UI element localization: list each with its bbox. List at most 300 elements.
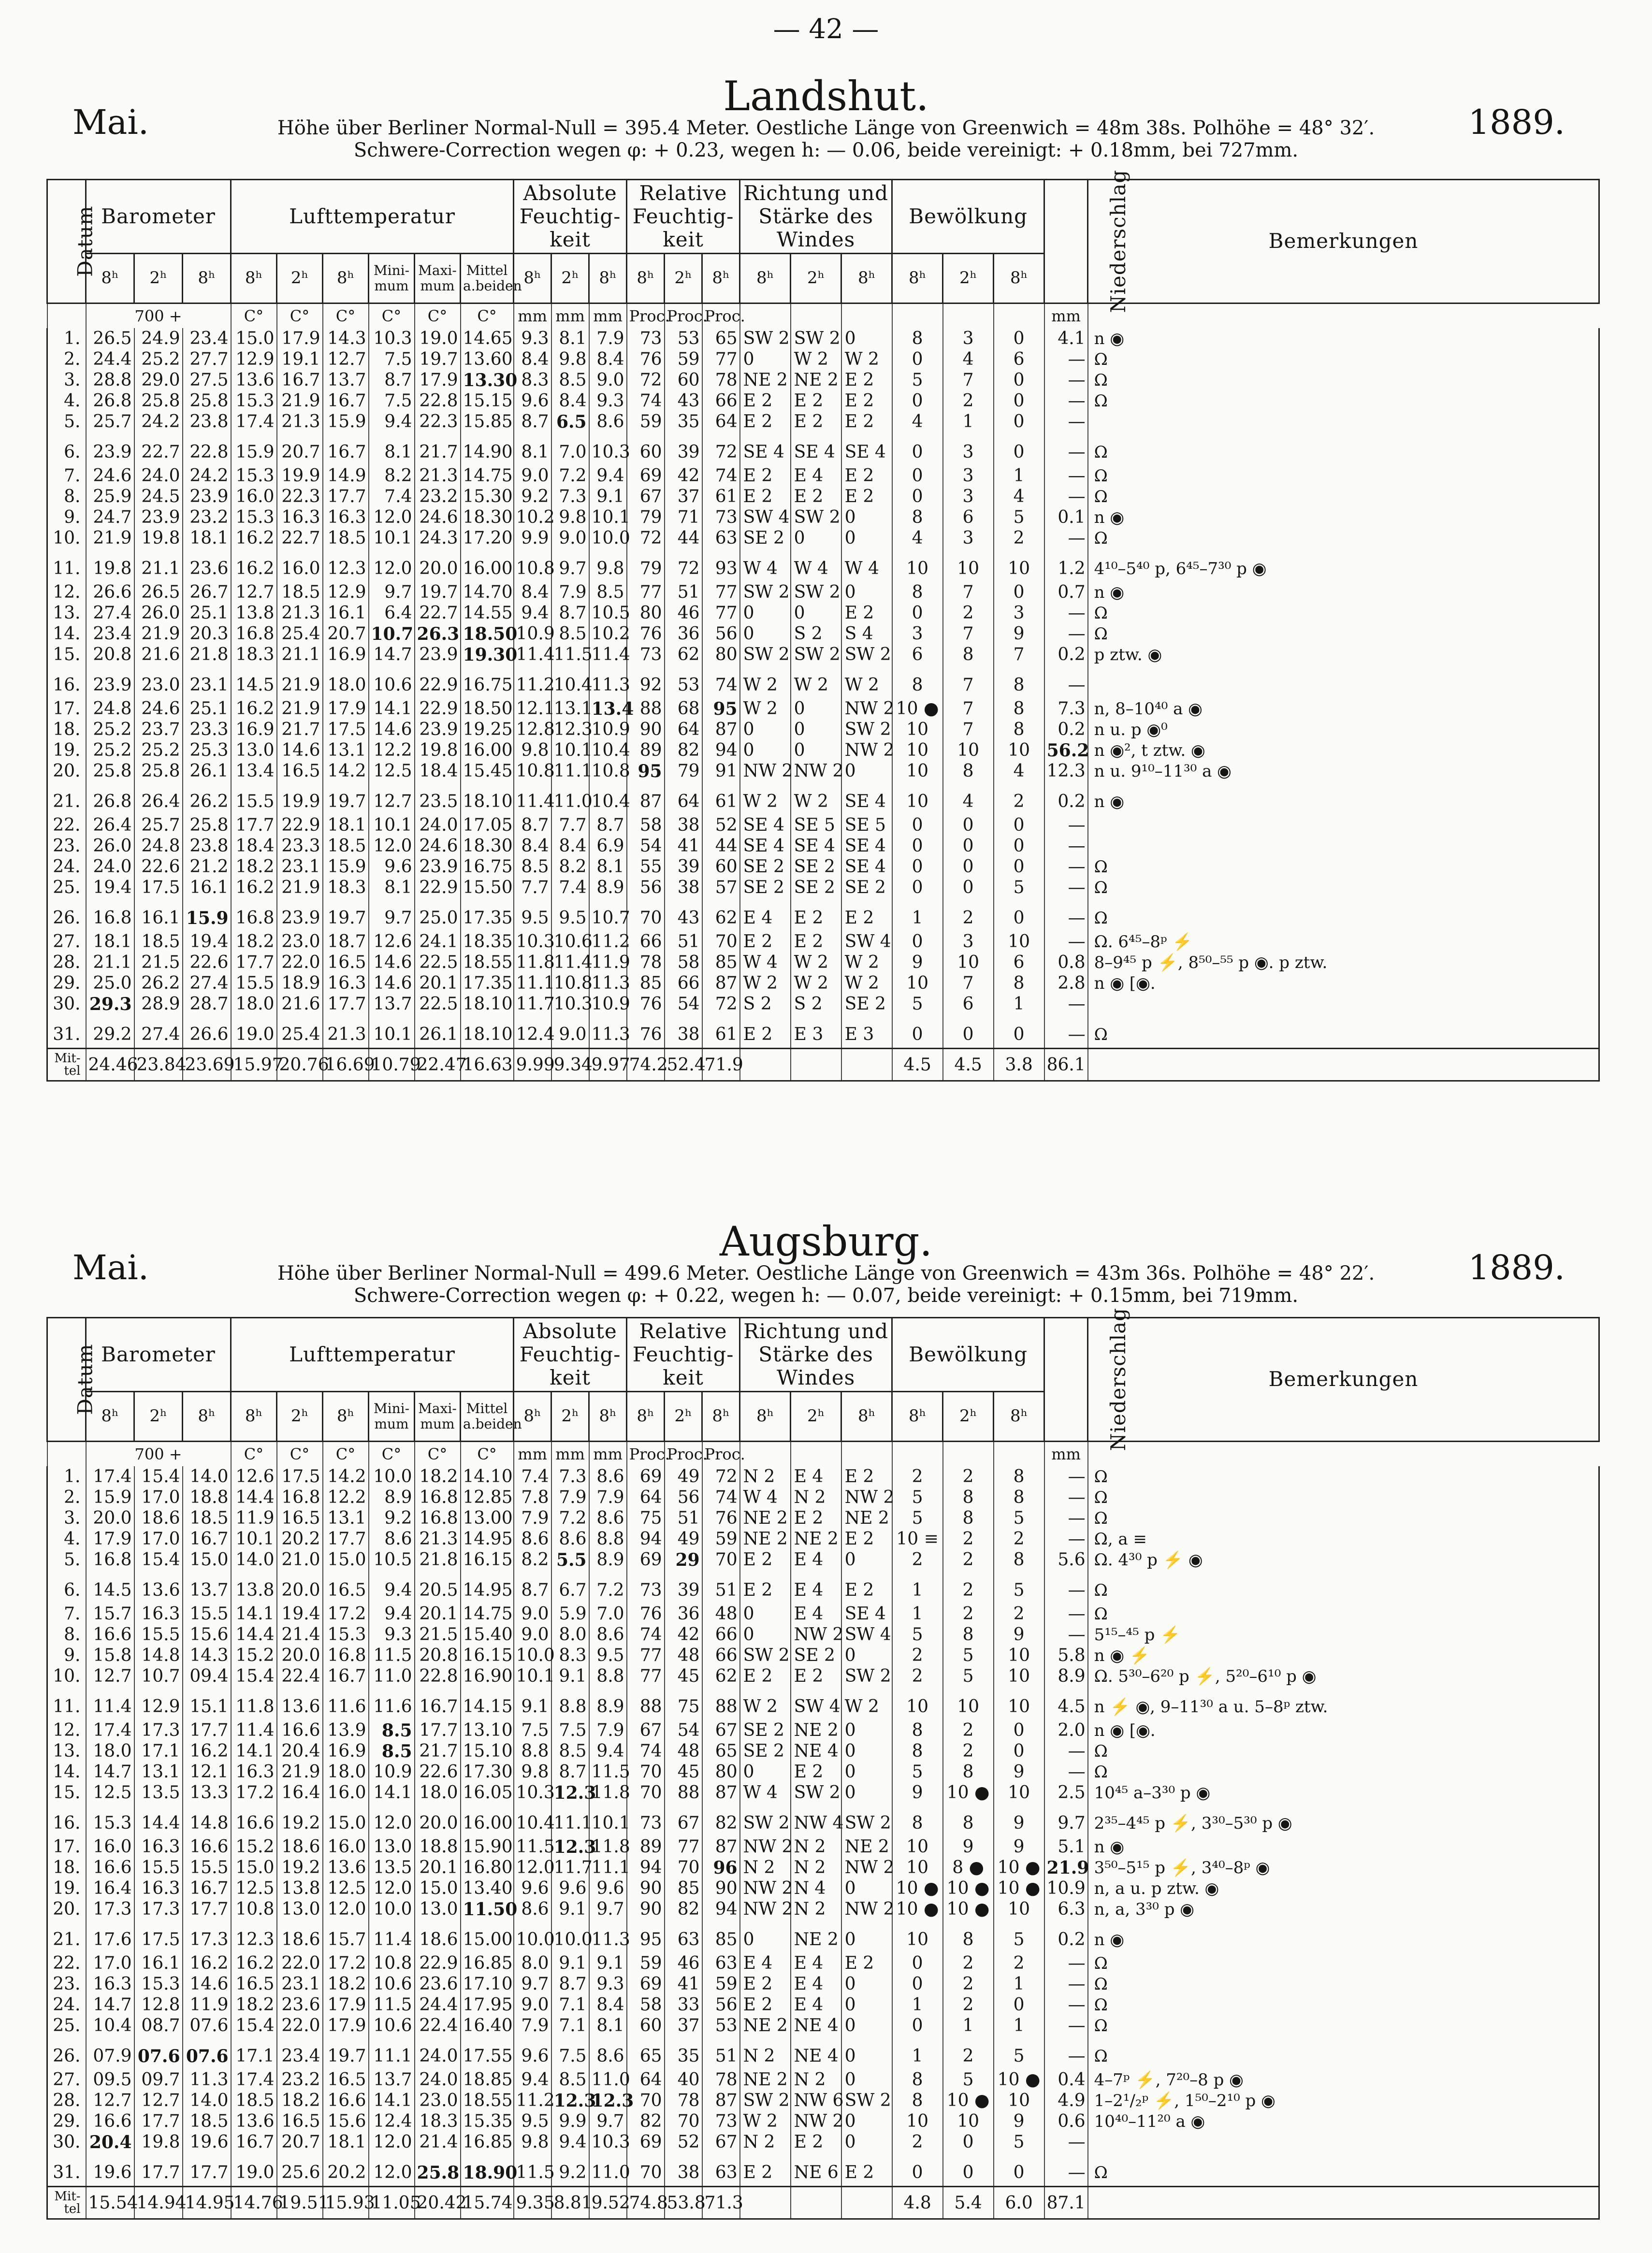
- value-cell: 19.6: [183, 2132, 231, 2152]
- value-cell: E 2: [841, 1466, 892, 1487]
- value-cell: SE 2: [791, 1645, 841, 1666]
- value-cell: 77: [627, 582, 665, 603]
- table-row: [47, 2132, 1599, 2152]
- value-cell: 16.5: [277, 1508, 323, 1529]
- value-cell: 8: [994, 1487, 1044, 1508]
- value-cell: E 3: [841, 1014, 892, 1049]
- mean-cell: 6.0: [994, 2187, 1044, 2219]
- table-row: [47, 952, 1599, 973]
- day-cell: 18.: [47, 1857, 86, 1878]
- mean-cell: 71.9: [702, 1049, 740, 1081]
- day-cell: 19.: [47, 1878, 86, 1899]
- value-cell: 0: [740, 740, 791, 761]
- value-cell: 0: [994, 815, 1044, 836]
- value-cell: 23.2: [277, 2069, 323, 2090]
- value-cell: 20.3: [183, 623, 231, 644]
- mean-cell: 10.79: [369, 1049, 415, 1081]
- value-cell: 20.0: [415, 1803, 461, 1836]
- value-cell: 22.0: [277, 1953, 323, 1974]
- day-cell: 25.: [47, 2015, 86, 2036]
- landshut-table: [46, 170, 1600, 1082]
- value-cell: 11.6: [369, 1687, 415, 1720]
- value-cell: 8.2: [369, 465, 415, 486]
- value-cell: 11.5: [514, 2152, 551, 2187]
- value-cell: 7: [994, 644, 1044, 665]
- value-cell: 18.10: [461, 994, 514, 1014]
- value-cell: 13.7: [369, 994, 415, 1014]
- value-cell: 10.3: [589, 432, 627, 465]
- value-cell: 66: [627, 931, 665, 952]
- value-cell: 5: [943, 1645, 994, 1666]
- value-cell: 9.7: [369, 898, 415, 931]
- value-cell: 10: [994, 1782, 1044, 1803]
- value-cell: 15.15: [461, 390, 514, 411]
- value-cell: 16.7: [183, 1529, 231, 1549]
- value-cell: 0: [791, 603, 841, 623]
- value-cell: —: [1044, 1624, 1088, 1645]
- value-cell: 15.9: [183, 898, 231, 931]
- value-cell: 1: [994, 2015, 1044, 2036]
- day-cell: 10.: [47, 528, 86, 549]
- subheader-h8: 8ʰ: [740, 1392, 791, 1442]
- value-cell: 19.8: [86, 549, 134, 582]
- value-cell: 12.3: [551, 1836, 589, 1857]
- value-cell: 10.9: [369, 1762, 415, 1782]
- value-cell: 13.6: [231, 2111, 277, 2132]
- remark-cell: Ω: [1088, 432, 1599, 465]
- value-cell: 88: [627, 698, 665, 719]
- value-cell: NW 2: [841, 1857, 892, 1878]
- value-cell: 12.5: [86, 1782, 134, 1803]
- unit-cell: [994, 1442, 1044, 1467]
- value-cell: 16.5: [323, 1570, 369, 1603]
- value-cell: 8: [943, 644, 994, 665]
- value-cell: E 2: [841, 1953, 892, 1974]
- value-cell: 10: [994, 931, 1044, 952]
- mean-cell: 71.3: [702, 2187, 740, 2219]
- value-cell: 19.6: [86, 2152, 134, 2187]
- value-cell: 25.8: [134, 390, 183, 411]
- remark-cell: 10⁴⁰–11²⁰ a ◉: [1088, 2111, 1599, 2132]
- value-cell: 9.9: [551, 2111, 589, 2132]
- value-cell: 15.8: [86, 1645, 134, 1666]
- remark-cell: Ω: [1088, 1974, 1599, 1994]
- unit-cell: [892, 303, 943, 329]
- value-cell: 53: [665, 665, 702, 698]
- value-cell: 17.20: [461, 528, 514, 549]
- value-cell: E 2: [791, 411, 841, 432]
- value-cell: 23.4: [86, 623, 134, 644]
- value-cell: SE 4: [841, 781, 892, 815]
- value-cell: 60: [627, 2015, 665, 2036]
- value-cell: 8.2: [514, 1549, 551, 1570]
- table-row: [47, 1899, 1599, 1920]
- value-cell: 20.7: [323, 623, 369, 644]
- value-cell: E 3: [791, 1014, 841, 1049]
- value-cell: 8: [892, 1741, 943, 1762]
- value-cell: —: [1044, 1762, 1088, 1782]
- value-cell: 16.00: [461, 549, 514, 582]
- value-cell: 12.3: [231, 1920, 277, 1953]
- value-cell: 9.0: [551, 528, 589, 549]
- value-cell: 46: [665, 1953, 702, 1974]
- value-cell: 18.5: [183, 2111, 231, 2132]
- value-cell: 10.3: [514, 1782, 551, 1803]
- unit-cell: C°: [415, 303, 461, 329]
- value-cell: 93: [702, 549, 740, 582]
- value-cell: 5: [943, 2069, 994, 2090]
- table-row: [47, 1836, 1599, 1857]
- value-cell: 69: [627, 1974, 665, 1994]
- unit-barometer: 700 +: [86, 1442, 231, 1467]
- value-cell: 15.7: [86, 1603, 134, 1624]
- value-cell: 23.0: [415, 2090, 461, 2111]
- value-cell: E 4: [791, 1466, 841, 1487]
- unit-cell: C°: [415, 1442, 461, 1467]
- day-cell: 30.: [47, 994, 86, 1014]
- value-cell: 15.0: [231, 1857, 277, 1878]
- value-cell: 19.4: [183, 931, 231, 952]
- value-cell: 15.90: [461, 1836, 514, 1857]
- value-cell: 9: [994, 1803, 1044, 1836]
- value-cell: 17.9: [277, 328, 323, 349]
- value-cell: 10: [994, 740, 1044, 761]
- value-cell: 23.1: [183, 665, 231, 698]
- value-cell: —: [1044, 486, 1088, 507]
- value-cell: NW 2: [791, 761, 841, 781]
- value-cell: NE 2: [740, 1508, 791, 1529]
- value-cell: 11.7: [514, 994, 551, 1014]
- value-cell: 15.6: [183, 1624, 231, 1645]
- value-cell: 0: [994, 1720, 1044, 1741]
- value-cell: 9.4: [514, 2069, 551, 2090]
- value-cell: 40: [665, 2069, 702, 2090]
- value-cell: 10 ●: [943, 1878, 994, 1899]
- subheader-h8: 8ʰ: [994, 254, 1044, 303]
- subheader-h2: 2ʰ: [277, 254, 323, 303]
- value-cell: 15.9: [86, 1487, 134, 1508]
- value-cell: 26.3: [415, 623, 461, 644]
- value-cell: 9: [994, 1762, 1044, 1782]
- remark-cell: Ω: [1088, 370, 1599, 390]
- station-month: Mai.: [72, 102, 149, 142]
- value-cell: E 2: [740, 1974, 791, 1994]
- value-cell: 11.2: [514, 2090, 551, 2111]
- value-cell: SE 2: [740, 1741, 791, 1762]
- value-cell: 22.7: [415, 603, 461, 623]
- value-cell: 16.8: [86, 1549, 134, 1570]
- value-cell: 14.4: [231, 1487, 277, 1508]
- day-cell: 8.: [47, 486, 86, 507]
- value-cell: 11.4: [551, 952, 589, 973]
- value-cell: —: [1044, 623, 1088, 644]
- remark-cell: Ω: [1088, 856, 1599, 877]
- page-number: — 42 —: [773, 14, 879, 45]
- remark-cell: n ◉ [◉.: [1088, 973, 1599, 994]
- value-cell: 2: [943, 390, 994, 411]
- value-cell: 63: [702, 1953, 740, 1974]
- value-cell: 62: [665, 644, 702, 665]
- value-cell: 75: [665, 1687, 702, 1720]
- value-cell: —: [1044, 1014, 1088, 1049]
- value-cell: 8: [892, 328, 943, 349]
- value-cell: 26.1: [415, 1014, 461, 1049]
- value-cell: 9.7: [514, 1974, 551, 1994]
- value-cell: 23.9: [86, 432, 134, 465]
- day-cell: 11.: [47, 549, 86, 582]
- value-cell: 13.30: [461, 370, 514, 390]
- remark-cell: n ◉: [1088, 582, 1599, 603]
- value-cell: N 2: [791, 1857, 841, 1878]
- value-cell: 70: [627, 1782, 665, 1803]
- value-cell: 0.7: [1044, 582, 1088, 603]
- value-cell: 11.5: [514, 1836, 551, 1857]
- remark-cell: Ω: [1088, 877, 1599, 898]
- value-cell: 23.4: [183, 328, 231, 349]
- remark-cell: Ω: [1088, 528, 1599, 549]
- value-cell: 9.5: [551, 898, 589, 931]
- value-cell: 9.6: [369, 856, 415, 877]
- value-cell: 60: [665, 370, 702, 390]
- value-cell: NW 2: [841, 1899, 892, 1920]
- value-cell: 19.7: [323, 781, 369, 815]
- value-cell: 14.55: [461, 603, 514, 623]
- value-cell: 23.5: [415, 781, 461, 815]
- value-cell: 0: [943, 836, 994, 856]
- mean-cell: 16.69: [323, 1049, 369, 1081]
- value-cell: 0.2: [1044, 719, 1088, 740]
- value-cell: NE 2: [740, 2015, 791, 2036]
- value-cell: 53: [665, 328, 702, 349]
- value-cell: 23.9: [415, 644, 461, 665]
- unit-cell: C°: [323, 1442, 369, 1467]
- value-cell: 10.7: [369, 623, 415, 644]
- day-cell: 7.: [47, 465, 86, 486]
- remark-cell: Ω: [1088, 1487, 1599, 1508]
- mean-cell: 9.34: [551, 1049, 589, 1081]
- value-cell: 72: [702, 1466, 740, 1487]
- value-cell: 8.4: [514, 582, 551, 603]
- value-cell: 74: [627, 1741, 665, 1762]
- value-cell: 19.8: [134, 2132, 183, 2152]
- value-cell: 19.7: [415, 582, 461, 603]
- value-cell: 8.1: [369, 877, 415, 898]
- subheader-h8: 8ʰ: [627, 1392, 665, 1442]
- value-cell: 13.00: [461, 1508, 514, 1529]
- value-cell: 78: [702, 2069, 740, 2090]
- mean-cell: 23.69: [183, 1049, 231, 1081]
- value-cell: —: [1044, 1994, 1088, 2015]
- value-cell: S 2: [791, 623, 841, 644]
- value-cell: 25.8: [86, 761, 134, 781]
- mean-cell: 87.1: [1044, 2187, 1088, 2219]
- value-cell: 73: [702, 507, 740, 528]
- value-cell: 20.1: [415, 1857, 461, 1878]
- value-cell: 11.1: [369, 2036, 415, 2069]
- value-cell: 23.9: [134, 507, 183, 528]
- value-cell: 12.5: [369, 761, 415, 781]
- value-cell: 10: [892, 740, 943, 761]
- remark-cell: Ω: [1088, 898, 1599, 931]
- value-cell: 24.8: [86, 698, 134, 719]
- value-cell: 12.9: [231, 349, 277, 370]
- value-cell: 2: [943, 1466, 994, 1487]
- value-cell: 79: [665, 761, 702, 781]
- value-cell: 10: [892, 973, 943, 994]
- value-cell: 10.6: [369, 665, 415, 698]
- value-cell: 11.1: [551, 761, 589, 781]
- value-cell: 9.5: [514, 2111, 551, 2132]
- value-cell: 15.3: [86, 1803, 134, 1836]
- subheader-h8: 8ʰ: [841, 254, 892, 303]
- value-cell: 13.8: [231, 603, 277, 623]
- mean-cell: 4.5: [943, 1049, 994, 1081]
- value-cell: 36: [665, 623, 702, 644]
- value-cell: 65: [627, 2036, 665, 2069]
- value-cell: 21.1: [134, 549, 183, 582]
- header-bemerkungen: Bemerkungen: [1088, 1318, 1599, 1442]
- value-cell: 0: [740, 603, 791, 623]
- value-cell: 14.70: [461, 582, 514, 603]
- value-cell: 5: [892, 994, 943, 1014]
- unit-cell: [841, 1442, 892, 1467]
- value-cell: 10.9: [1044, 1878, 1088, 1899]
- value-cell: 25.0: [415, 898, 461, 931]
- table-row: [47, 1803, 1599, 1836]
- value-cell: 8: [943, 761, 994, 781]
- value-cell: 1: [994, 465, 1044, 486]
- value-cell: 77: [702, 582, 740, 603]
- value-cell: 35: [665, 411, 702, 432]
- value-cell: 54: [665, 994, 702, 1014]
- value-cell: 5: [994, 507, 1044, 528]
- value-cell: 13.7: [183, 1570, 231, 1603]
- value-cell: 8.3: [514, 370, 551, 390]
- value-cell: 0.2: [1044, 781, 1088, 815]
- value-cell: 19.8: [134, 528, 183, 549]
- value-cell: 12.0: [369, 1878, 415, 1899]
- value-cell: 11.3: [589, 1920, 627, 1953]
- day-cell: 23.: [47, 1974, 86, 1994]
- value-cell: SW 2: [791, 507, 841, 528]
- value-cell: 17.7: [323, 486, 369, 507]
- value-cell: 18.2: [231, 856, 277, 877]
- value-cell: 14.6: [277, 740, 323, 761]
- value-cell: SE 2: [791, 877, 841, 898]
- table-row: [47, 549, 1599, 582]
- value-cell: 70: [627, 898, 665, 931]
- value-cell: 4.5: [1044, 1687, 1088, 1720]
- unit-cell: [791, 303, 841, 329]
- table-row: [47, 1720, 1599, 1741]
- value-cell: 22.9: [415, 1953, 461, 1974]
- value-cell: 8.5: [551, 1741, 589, 1762]
- value-cell: SW 2: [740, 644, 791, 665]
- value-cell: 51: [702, 1570, 740, 1603]
- value-cell: 3: [943, 528, 994, 549]
- value-cell: 23.3: [277, 836, 323, 856]
- remark-cell: [1088, 411, 1599, 432]
- mean-cell: 14.94: [134, 2187, 183, 2219]
- value-cell: 0: [841, 1878, 892, 1899]
- value-cell: 18.0: [415, 1782, 461, 1803]
- value-cell: 8.7: [551, 1762, 589, 1782]
- remark-cell: Ω. 4³⁰ p ⚡ ◉: [1088, 1549, 1599, 1570]
- value-cell: 11.0: [369, 1666, 415, 1687]
- table-row: [47, 1920, 1599, 1953]
- value-cell: 24.6: [134, 698, 183, 719]
- value-cell: 1: [892, 1570, 943, 1603]
- value-cell: 16.9: [323, 644, 369, 665]
- value-cell: —: [1044, 349, 1088, 370]
- value-cell: 11.3: [589, 973, 627, 994]
- day-cell: 5.: [47, 411, 86, 432]
- value-cell: 77: [665, 1836, 702, 1857]
- value-cell: 14.10: [461, 1466, 514, 1487]
- value-cell: 59: [627, 1953, 665, 1974]
- value-cell: 25.7: [134, 815, 183, 836]
- value-cell: 17.9: [323, 698, 369, 719]
- unit-cell: C°: [323, 303, 369, 329]
- value-cell: 42: [665, 465, 702, 486]
- value-cell: 20.1: [415, 1603, 461, 1624]
- value-cell: 0: [892, 836, 943, 856]
- value-cell: —: [1044, 856, 1088, 877]
- value-cell: 6: [943, 994, 994, 1014]
- unit-cell: C°: [369, 303, 415, 329]
- value-cell: 5.5: [551, 1549, 589, 1570]
- value-cell: 23.8: [183, 411, 231, 432]
- value-cell: 2: [943, 2036, 994, 2069]
- header-barometer: Barometer: [86, 1318, 231, 1392]
- value-cell: 80: [702, 1762, 740, 1782]
- value-cell: 5: [892, 1762, 943, 1782]
- value-cell: 67: [665, 1803, 702, 1836]
- value-cell: 10.0: [551, 1920, 589, 1953]
- value-cell: E 2: [740, 1014, 791, 1049]
- value-cell: 13.0: [231, 740, 277, 761]
- value-cell: SE 4: [841, 836, 892, 856]
- value-cell: E 2: [740, 1994, 791, 2015]
- value-cell: —: [1044, 994, 1088, 1014]
- value-cell: 17.35: [461, 973, 514, 994]
- value-cell: 76: [627, 623, 665, 644]
- value-cell: 21.9: [1044, 1857, 1088, 1878]
- remark-cell: Ω: [1088, 1994, 1599, 2015]
- remark-cell: Ω, a ≡: [1088, 1529, 1599, 1549]
- value-cell: 59: [627, 411, 665, 432]
- value-cell: 10: [943, 952, 994, 973]
- value-cell: 16.6: [86, 1857, 134, 1878]
- value-cell: 13.4: [231, 761, 277, 781]
- value-cell: 0: [943, 1014, 994, 1049]
- value-cell: 15.9: [323, 856, 369, 877]
- value-cell: 13.8: [277, 1878, 323, 1899]
- value-cell: 24.4: [415, 1994, 461, 2015]
- value-cell: W 4: [841, 549, 892, 582]
- value-cell: 11.2: [589, 931, 627, 952]
- value-cell: 0: [841, 2036, 892, 2069]
- remark-cell: p ztw. ◉: [1088, 644, 1599, 665]
- value-cell: N 2: [740, 2132, 791, 2152]
- mean-cell: 4.5: [892, 1049, 943, 1081]
- value-cell: 8.4: [589, 1994, 627, 2015]
- value-cell: SW 2: [740, 1803, 791, 1836]
- value-cell: 9.6: [551, 1878, 589, 1899]
- table-row: [47, 1508, 1599, 1529]
- value-cell: 22.6: [415, 1762, 461, 1782]
- value-cell: 21.6: [277, 994, 323, 1014]
